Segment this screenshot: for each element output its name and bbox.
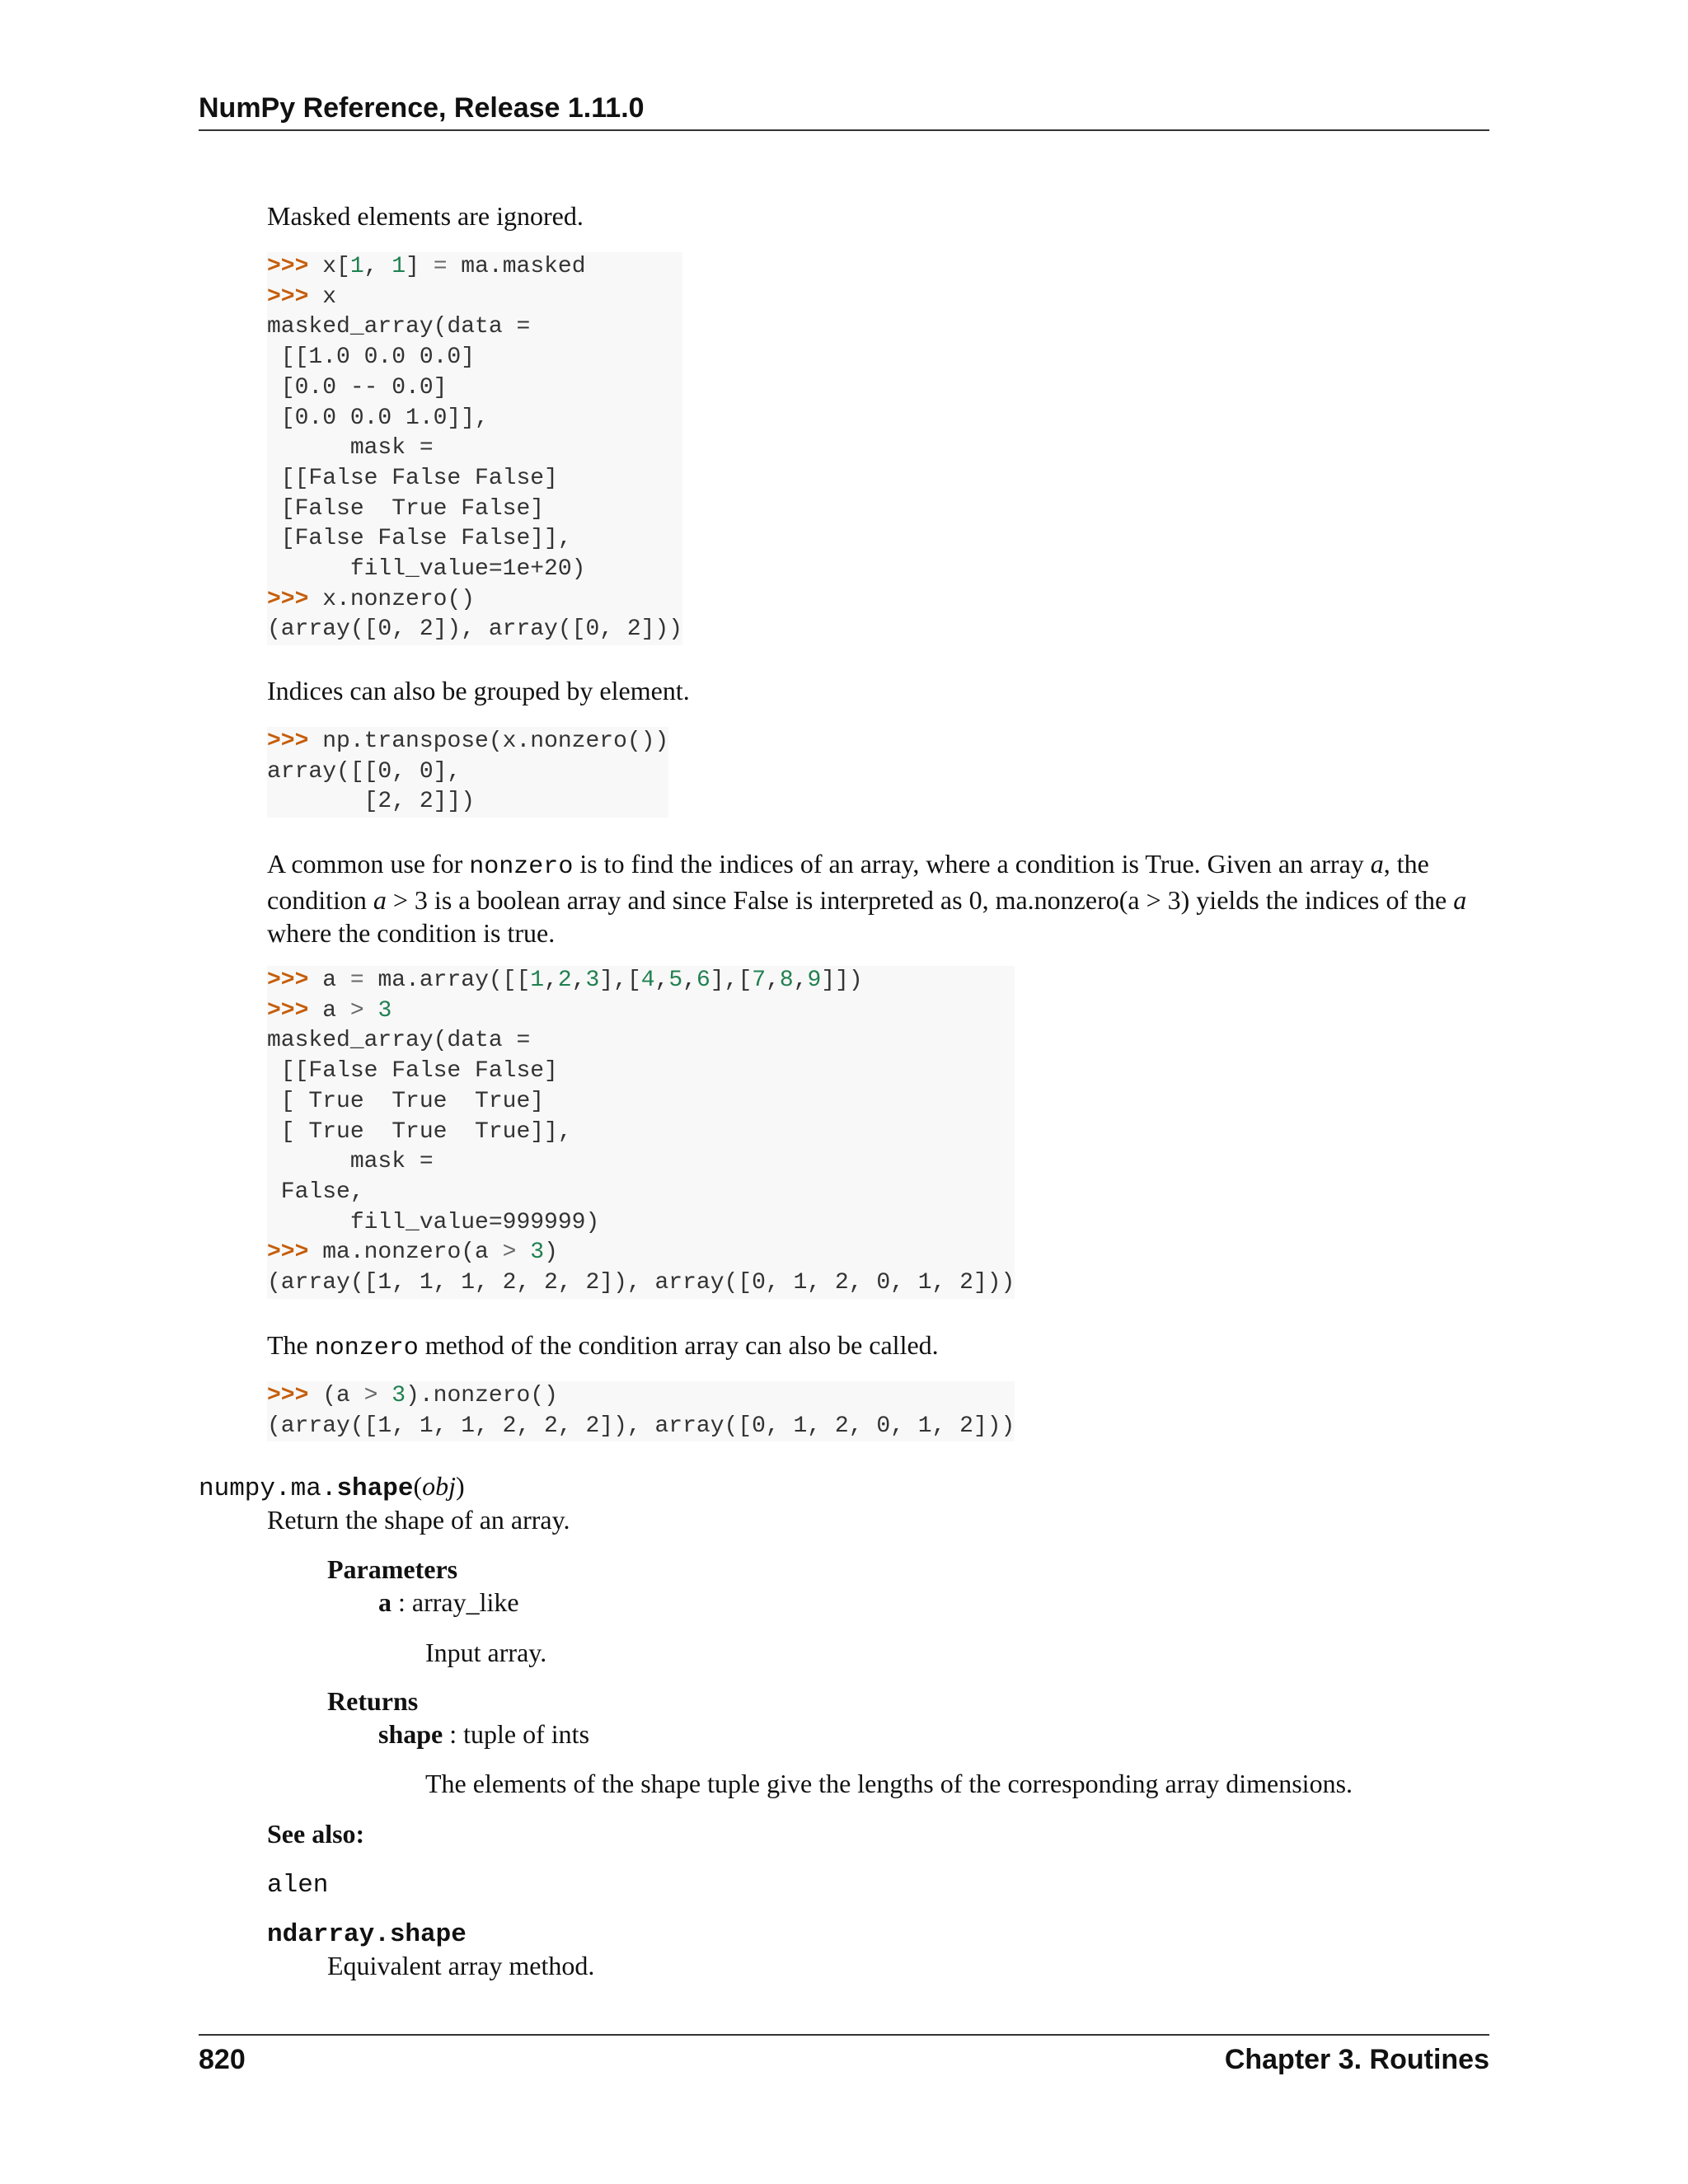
function-module: numpy.ma. [199, 1474, 337, 1503]
code-output: (array([1, 1, 1, 2, 2, 2]), array([0, 1, 2, 0, 1, 2])) [267, 1413, 1015, 1439]
prompt: >>> [267, 968, 309, 993]
see-also-link-alen[interactable]: alen [267, 1871, 329, 1900]
param-type: : array_like [392, 1587, 519, 1617]
function-signature: numpy.ma.shape(obj) [199, 1471, 465, 1503]
returns-heading: Returns [327, 1686, 419, 1716]
function-summary: Return the shape of an array. [267, 1505, 570, 1535]
prompt: >>> [267, 254, 309, 279]
return-description: The elements of the shape tuple give the lengths of the corresponding array dimensions. [425, 1769, 1353, 1798]
prompt: >>> [267, 997, 309, 1024]
param-name: a [378, 1587, 392, 1617]
code-output: (array([1, 1, 1, 2, 2, 2]), array([0, 1, 2, 0, 1, 2])) [267, 1270, 1015, 1296]
prompt: >>> [267, 1240, 309, 1266]
paragraph-masked-ignored: Masked elements are ignored. [267, 201, 584, 231]
page-number: 820 [199, 2044, 246, 2075]
prompt: >>> [267, 586, 309, 612]
see-also-heading: See also: [267, 1819, 365, 1849]
function-param: obj [422, 1471, 456, 1501]
prompt: >>> [267, 1383, 309, 1408]
chapter-title: Chapter 3. Routines [1224, 2044, 1489, 2075]
prompt: >>> [267, 729, 309, 754]
code-output: masked_array(data = [[False False False] [ True True True] [ True True True]], mask = False, fill_value=999999) [267, 1028, 600, 1235]
see-also-link-ndarray-shape[interactable]: ndarray.shape [267, 1920, 467, 1949]
running-header: NumPy Reference, Release 1.11.0 [199, 92, 1489, 131]
code-block-2: >>> np.transpose(x.nonzero()) array([[0, 0], [2, 2]]) [267, 727, 668, 818]
see-also-description: Equivalent array method. [327, 1951, 595, 1980]
param-description: Input array. [425, 1638, 547, 1667]
code-output: array([[0, 0], [2, 2]]) [267, 758, 476, 815]
prompt: >>> [267, 284, 309, 310]
paragraph-common-use: A common use for nonzero is to find the indices of an array, where a condition is True. Given an array a, the condition a > 3 is a boolean array and since False is interpreted as 0, ma.nonzero(a > 3) yields the indices of the a where the condition is true. [267, 849, 1467, 948]
return-entry [378, 1718, 589, 1750]
paragraph-grouped: Indices can also be grouped by element. [267, 676, 690, 705]
return-type: : tuple of ints [443, 1719, 590, 1749]
param-entry [378, 1586, 519, 1619]
code-output: masked_array(data = [[1.0 0.0 0.0] [0.0 -- 0.0] [0.0 0.0 1.0]], mask = [[False False False] [False True False] [False False False]], fill_value=1e+20) [267, 314, 586, 583]
code-block-4: >>> (a > 3).nonzero() (array([1, 1, 1, 2, 2, 2]), array([0, 1, 2, 0, 1, 2])) [267, 1381, 1015, 1441]
running-footer [199, 2034, 1489, 2076]
code-block-1: >>> x[1, 1] = ma.masked >>> x masked_array(data = [[1.0 0.0 0.0] [0.0 -- 0.0] [0.0 0.0 1.0]], mask = [[False False False] [False True False] [False False False]], fill_value=1e+20) >>> x.nonzero() (array([0, 2]), array([0, 2])) [267, 252, 682, 645]
code-output: (array([0, 2]), array([0, 2])) [267, 616, 683, 643]
parameters-heading: Parameters [327, 1554, 458, 1584]
code-block-3: >>> a = ma.array([[1,2,3],[4,5,6],[7,8,9]]) >>> a > 3 masked_array(data = [[False False False] [ True True True] [ True True True]], mask = False, fill_value=999999) >>> ma.nonzero(a > 3) (array([1, 1, 1, 2, 2, 2]), array([0, 1, 2, 0, 1, 2])) [267, 966, 1015, 1299]
paragraph-method-call: The nonzero method of the condition array can also be called. [267, 1330, 939, 1362]
function-name: shape [336, 1474, 414, 1503]
return-name: shape [378, 1719, 443, 1749]
